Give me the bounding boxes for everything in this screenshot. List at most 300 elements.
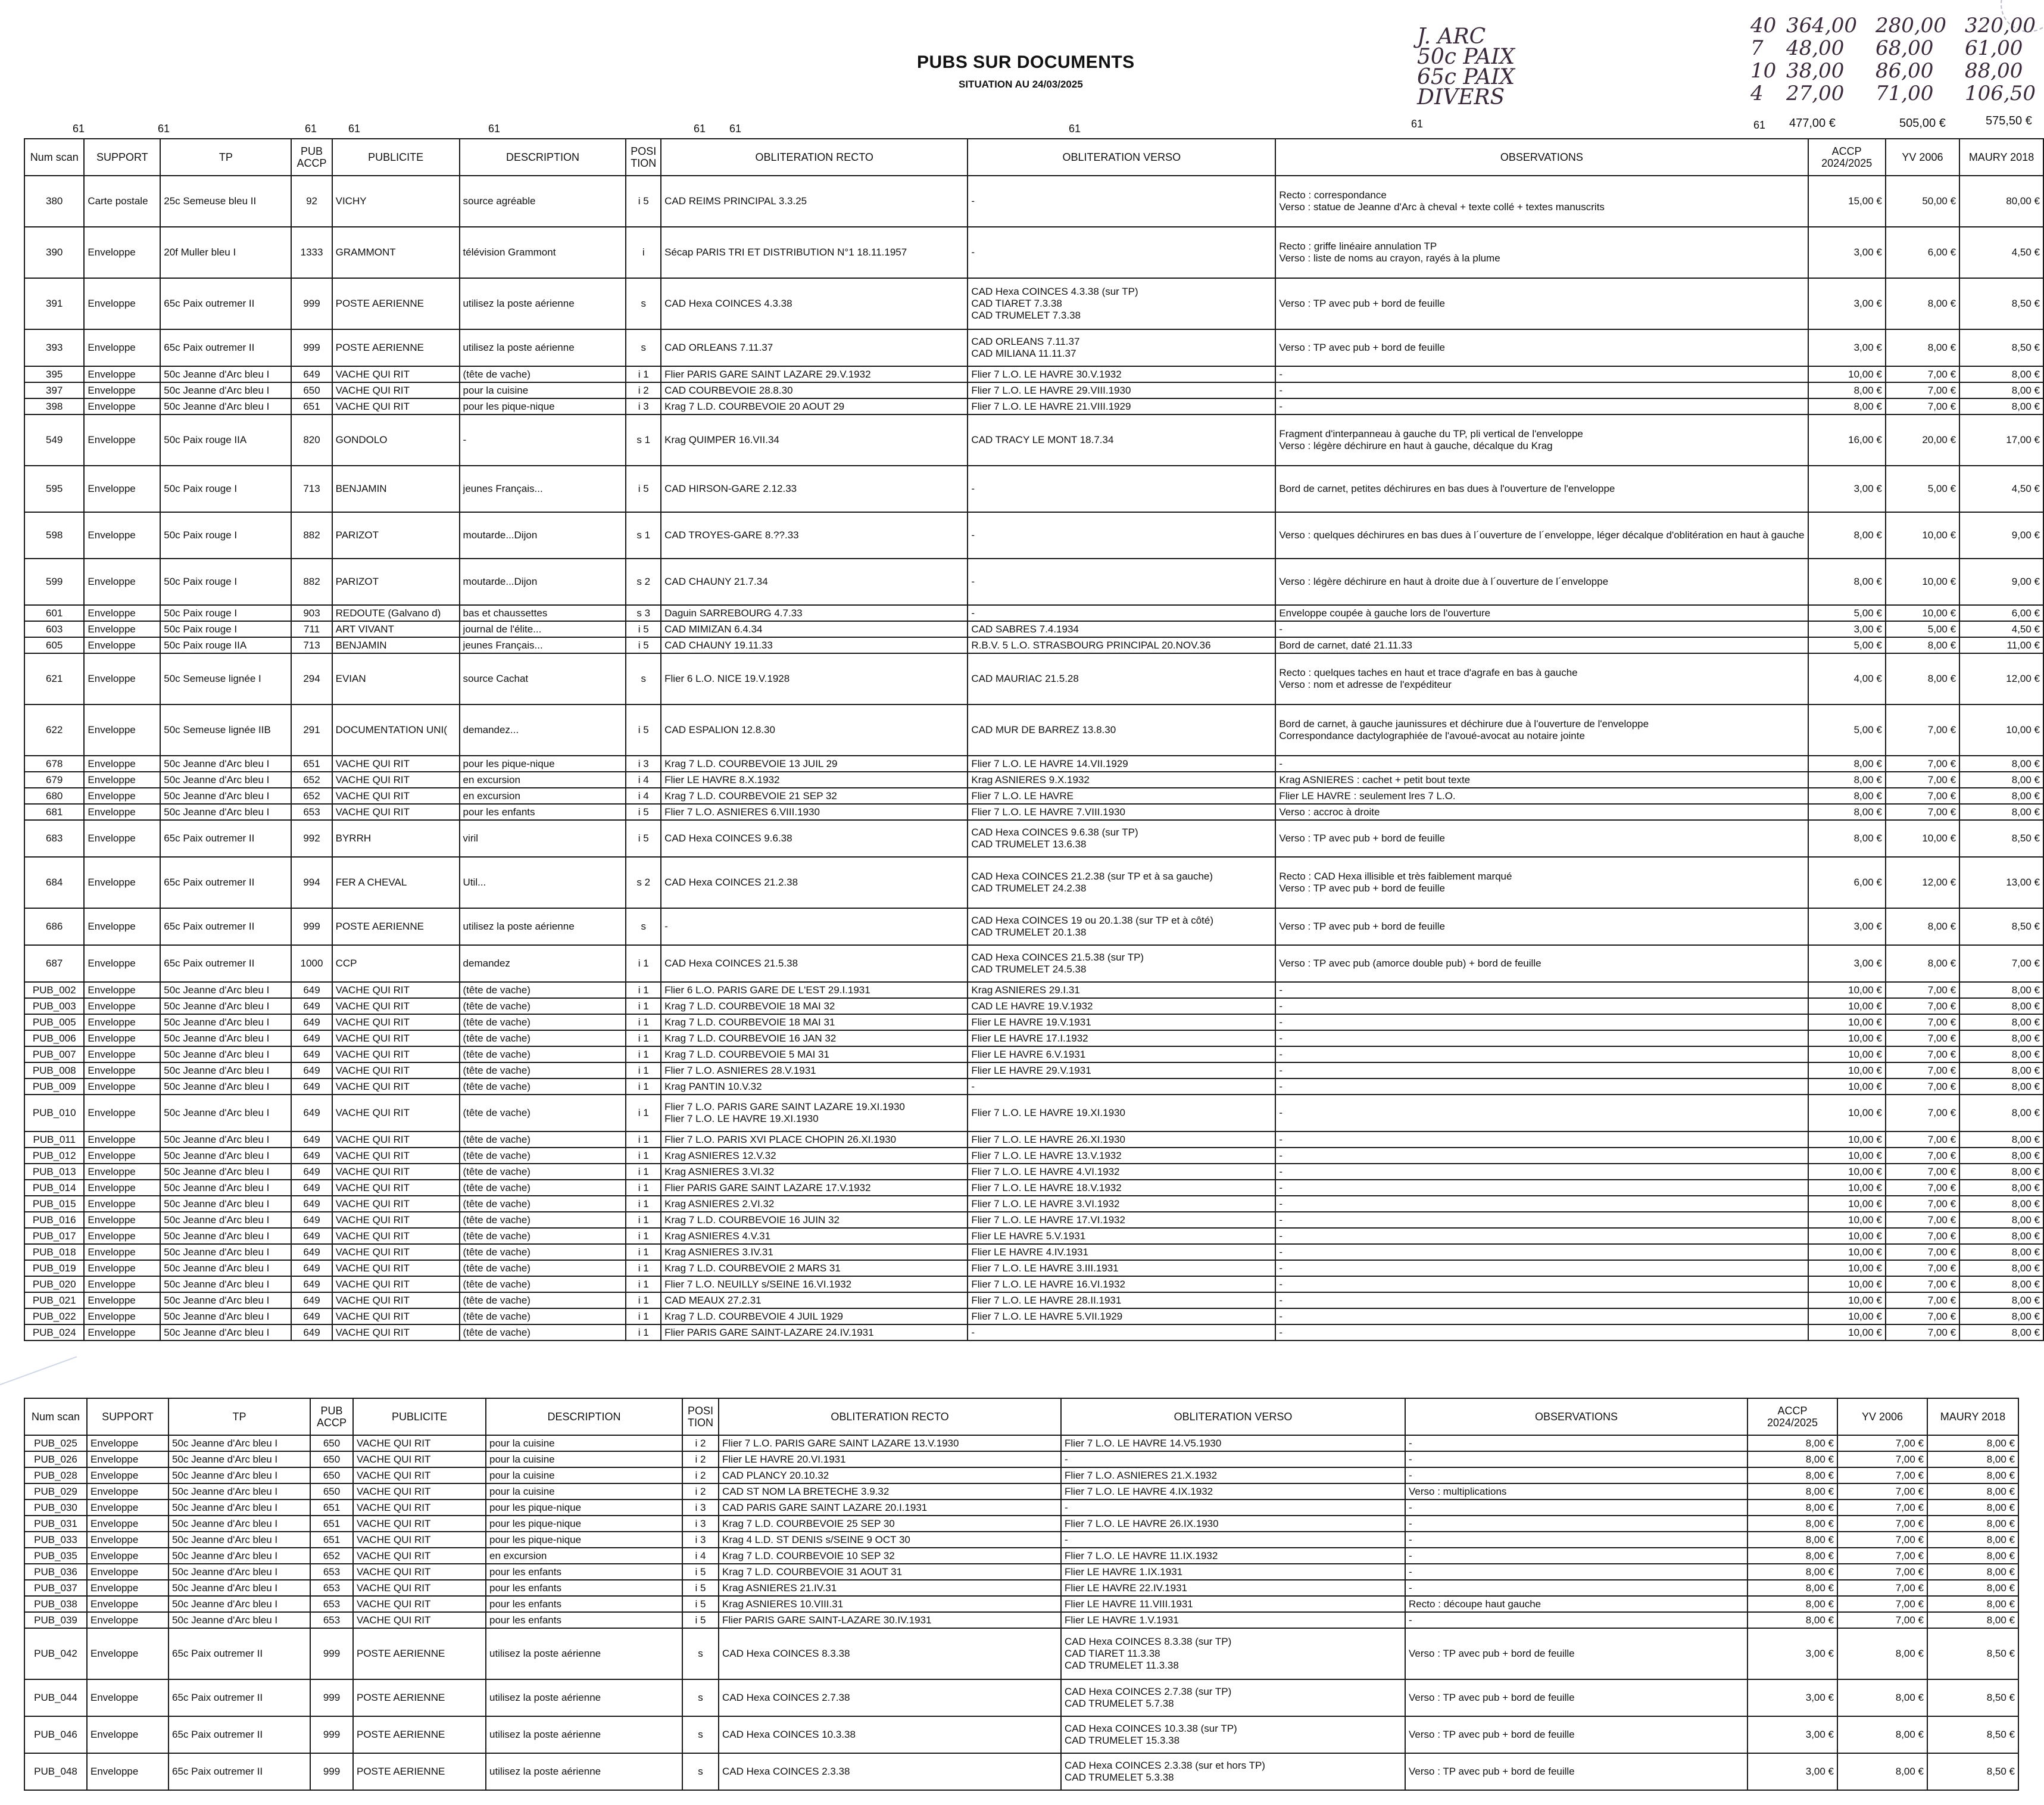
cell-obliteration-verso-line: Flier LE HAVRE 6.V.1931 (971, 1048, 1086, 1060)
cell-description: source Cachat (460, 653, 626, 704)
cell-description: (tête de vache) (460, 1324, 626, 1340)
cell-num-scan: PUB_009 (24, 1078, 84, 1095)
cell-support: Enveloppe (84, 466, 160, 512)
table-row (24, 176, 2043, 227)
cell-yv-value: 7,00 € (1837, 1451, 1927, 1467)
cell-accp-value: 3,00 € (1747, 1628, 1837, 1679)
cell-observations (1275, 1196, 1808, 1212)
cell-tp: 50c Paix rouge IIA (160, 414, 291, 466)
cell-maury-value: 8,00 € (1959, 1244, 2043, 1260)
cell-observations (1275, 772, 1808, 788)
cell-description: (tête de vache) (460, 1131, 626, 1148)
cell-description: (tête de vache) (460, 366, 626, 382)
cell-pub-accp: 999 (310, 1716, 353, 1753)
cell-tp: 50c Jeanne d'Arc bleu I (160, 1148, 291, 1164)
cell-num-scan: PUB_014 (24, 1180, 84, 1196)
cell-observations-line: - (1409, 1566, 1412, 1578)
cell-position: i 1 (626, 1164, 661, 1180)
cell-publicite: VACHE QUI RIT (332, 1260, 460, 1276)
cell-accp-value: 8,00 € (1808, 559, 1886, 605)
cell-publicite: CCP (332, 945, 460, 982)
header-obliteration-recto: OBLITERATION RECTO (661, 139, 968, 176)
cell-publicite: VACHE QUI RIT (353, 1580, 486, 1596)
cell-maury-value: 4,50 € (1959, 227, 2043, 278)
cell-description: pour la cuisine (486, 1483, 682, 1500)
cell-support: Enveloppe (84, 1131, 160, 1148)
cell-obliteration-verso (968, 398, 1275, 414)
cell-tp: 50c Jeanne d'Arc bleu I (160, 788, 291, 804)
cell-obliteration-verso (968, 704, 1275, 756)
cell-num-scan: 679 (24, 772, 84, 788)
cell-pub-accp: 994 (291, 857, 332, 908)
total-maury: 575,50 € (1986, 114, 2032, 127)
cell-obliteration-recto (661, 559, 968, 605)
cell-accp-value: 10,00 € (1808, 1046, 1886, 1062)
cell-description: pour les pique-nique (460, 756, 626, 772)
cell-tp: 50c Jeanne d'Arc bleu I (168, 1596, 310, 1612)
cell-publicite: POSTE AERIENNE (353, 1716, 486, 1753)
cell-obliteration-recto-line: CAD Hexa COINCES 21.5.38 (664, 958, 798, 969)
cell-obliteration-recto-line: Daguin SARREBOURG 4.7.33 (664, 607, 803, 619)
cell-accp-value: 3,00 € (1808, 329, 1886, 366)
cell-obliteration-recto-line: CAD ORLEANS 7.11.37 (664, 342, 773, 353)
cell-observations-line: Recto : quelques taches en haut et trace d'agrafe en bas à gauche (1279, 667, 1578, 678)
cell-observations-line: Verso : TP avec pub + bord de feuille (1279, 883, 1445, 894)
cell-accp-value: 3,00 € (1808, 945, 1886, 982)
handwritten-value: 280,00 (1876, 14, 1946, 38)
cell-publicite: VACHE QUI RIT (332, 1244, 460, 1260)
cell-support: Enveloppe (84, 1292, 160, 1308)
cell-pub-accp: 650 (310, 1451, 353, 1467)
table-row (24, 945, 2043, 982)
cell-obliteration-verso (1061, 1516, 1405, 1532)
cell-obliteration-recto-line: Flier PARIS GARE SAINT LAZARE 17.V.1932 (664, 1181, 871, 1193)
cell-obliteration-verso-line: Flier 7 L.O. LE HAVRE 29.VIII.1930 (971, 384, 1131, 396)
cell-position: i (626, 227, 661, 278)
cell-num-scan: PUB_042 (24, 1628, 87, 1679)
cell-tp: 50c Jeanne d'Arc bleu I (160, 382, 291, 398)
cell-pub-accp: 653 (310, 1564, 353, 1580)
cell-accp-value: 10,00 € (1808, 1131, 1886, 1148)
cell-obliteration-verso-line: Flier 7 L.O. LE HAVRE 28.II.1931 (971, 1294, 1122, 1306)
cell-tp: 65c Paix outremer II (160, 945, 291, 982)
cell-yv-value: 50,00 € (1886, 176, 1959, 227)
cell-pub-accp: 651 (310, 1532, 353, 1548)
cell-description: (tête de vache) (460, 1148, 626, 1164)
cell-maury-value: 8,00 € (1959, 1062, 2043, 1078)
cell-tp: 50c Jeanne d'Arc bleu I (160, 1260, 291, 1276)
cell-observations-line: - (1279, 1326, 1282, 1338)
cell-support: Enveloppe (87, 1580, 168, 1596)
cell-description: (tête de vache) (460, 1276, 626, 1292)
cell-obliteration-verso-line: CAD LE HAVRE 19.V.1932 (971, 1000, 1093, 1012)
cell-obliteration-recto-line: Flier LE HAVRE 8.X.1932 (664, 774, 780, 785)
cell-observations (1405, 1753, 1747, 1790)
cell-obliteration-verso-line: Flier 7 L.O. LE HAVRE 14.V5.1930 (1065, 1437, 1222, 1449)
cell-observations (1275, 1030, 1808, 1046)
header-pub-accp (310, 1398, 353, 1435)
cell-position: i 5 (682, 1612, 719, 1628)
cell-observations (1405, 1451, 1747, 1467)
cell-obliteration-recto-line: CAD CHAUNY 19.11.33 (664, 639, 773, 651)
cell-accp-value: 8,00 € (1808, 512, 1886, 559)
cell-obliteration-verso (968, 1164, 1275, 1180)
cell-num-scan: PUB_005 (24, 1014, 84, 1030)
cell-num-scan: PUB_046 (24, 1716, 87, 1753)
cell-obliteration-verso-line: Flier 7 L.O. LE HAVRE 11.IX.1932 (1065, 1550, 1218, 1561)
cell-pub-accp: 992 (291, 820, 332, 857)
cell-obliteration-recto-line: CAD REIMS PRINCIPAL 3.3.25 (664, 195, 807, 207)
cell-pub-accp: 649 (291, 1308, 332, 1324)
cell-support: Enveloppe (84, 1046, 160, 1062)
count-num-scan: 61 (73, 123, 85, 135)
header-accp-line2: 2024/2025 (1821, 157, 1873, 169)
handwritten-value: 88,00 (1965, 59, 2023, 83)
table-row (24, 382, 2043, 398)
cell-support: Enveloppe (84, 1324, 160, 1340)
table-row (24, 1483, 2018, 1500)
cell-obliteration-verso (1061, 1467, 1405, 1483)
cell-obliteration-recto-line: Flier 7 L.O. NEUILLY s/SEINE 16.VI.1932 (664, 1278, 852, 1290)
cell-description: (tête de vache) (460, 1260, 626, 1276)
cell-obliteration-verso (968, 559, 1275, 605)
cell-obliteration-verso (968, 1308, 1275, 1324)
cell-accp-value: 10,00 € (1808, 1308, 1886, 1324)
cell-description: (tête de vache) (460, 1164, 626, 1180)
cell-tp: 50c Jeanne d'Arc bleu I (160, 1046, 291, 1062)
cell-obliteration-recto (661, 176, 968, 227)
cell-description: (tête de vache) (460, 998, 626, 1014)
cell-num-scan: PUB_038 (24, 1596, 87, 1612)
table-row (24, 559, 2043, 605)
cell-observations (1405, 1596, 1747, 1612)
header-pub-accp (291, 139, 332, 176)
cell-publicite: EVIAN (332, 653, 460, 704)
table-row (24, 1260, 2043, 1276)
cell-obliteration-recto-line: CAD ST NOM LA BRETECHE 3.9.32 (722, 1485, 890, 1497)
cell-accp-value: 10,00 € (1808, 1078, 1886, 1095)
cell-support: Carte postale (84, 176, 160, 227)
cell-obliteration-verso (968, 982, 1275, 998)
table-row (24, 1212, 2043, 1228)
table-row (24, 1324, 2043, 1340)
cell-yv-value: 7,00 € (1886, 1260, 1959, 1276)
cell-accp-value: 8,00 € (1808, 788, 1886, 804)
cell-pub-accp: 713 (291, 466, 332, 512)
cell-obliteration-recto (661, 804, 968, 820)
cell-observations-line: - (1279, 1080, 1282, 1092)
cell-yv-value: 5,00 € (1886, 466, 1959, 512)
cell-num-scan: PUB_037 (24, 1580, 87, 1596)
cell-yv-value: 7,00 € (1837, 1564, 1927, 1580)
cell-observations-line: Verso : TP avec pub + bord de feuille (1409, 1648, 1575, 1659)
header-tp: TP (160, 139, 291, 176)
cell-obliteration-recto-line: CAD Hexa COINCES 10.3.38 (722, 1729, 856, 1740)
cell-maury-value: 8,00 € (1959, 1164, 2043, 1180)
cell-maury-value: 8,00 € (1959, 1324, 2043, 1340)
cell-obliteration-verso-line: - (971, 483, 975, 494)
cell-obliteration-verso (968, 908, 1275, 945)
cell-obliteration-recto (661, 653, 968, 704)
cell-obliteration-recto-line: Krag ASNIERES 12.V.32 (664, 1149, 776, 1161)
cell-observations-line: Bord de carnet, à gauche jaunissures et déchirure due à l'ouverture de l'enveloppe (1279, 718, 1649, 730)
cell-description: pour les enfants (486, 1612, 682, 1628)
cell-obliteration-verso-line: Krag ASNIERES 9.X.1932 (971, 774, 1090, 785)
cell-obliteration-verso-line: Flier LE HAVRE 22.IV.1931 (1065, 1582, 1188, 1594)
cell-position: i 2 (682, 1467, 719, 1483)
cell-tp: 50c Jeanne d'Arc bleu I (160, 1212, 291, 1228)
cell-position: s (626, 908, 661, 945)
cell-obliteration-verso-line: - (971, 607, 975, 619)
cell-obliteration-recto (661, 1014, 968, 1030)
cell-obliteration-verso-line: - (1065, 1501, 1068, 1513)
cell-obliteration-recto-line: - (664, 921, 668, 932)
cell-obliteration-verso (1061, 1612, 1405, 1628)
cell-obliteration-verso-line: Flier 7 L.O. LE HAVRE 21.VIII.1929 (971, 400, 1131, 412)
cell-yv-value: 7,00 € (1886, 1308, 1959, 1324)
cell-tp: 65c Paix outremer II (168, 1716, 310, 1753)
cell-support: Enveloppe (87, 1628, 168, 1679)
cell-obliteration-recto (661, 605, 968, 621)
cell-obliteration-verso-line: Flier 7 L.O. LE HAVRE 4.VI.1932 (971, 1165, 1120, 1177)
cell-observations (1275, 998, 1808, 1014)
cell-obliteration-recto-line: Krag PANTIN 10.V.32 (664, 1080, 762, 1092)
cell-publicite: VACHE QUI RIT (332, 1212, 460, 1228)
cell-num-scan: PUB_011 (24, 1131, 84, 1148)
cell-publicite: BENJAMIN (332, 637, 460, 653)
cell-obliteration-recto (719, 1532, 1061, 1548)
handwritten-value: 320,00 (1965, 14, 2036, 38)
cell-obliteration-verso-line: - (971, 529, 975, 541)
cell-obliteration-verso (968, 1324, 1275, 1340)
cell-yv-value: 5,00 € (1886, 621, 1959, 637)
cell-position: i 1 (626, 1062, 661, 1078)
cell-pub-accp: 999 (310, 1753, 353, 1790)
cell-observations (1275, 788, 1808, 804)
cell-accp-value: 3,00 € (1808, 466, 1886, 512)
cell-yv-value: 7,00 € (1837, 1516, 1927, 1532)
cell-tp: 50c Paix rouge I (160, 512, 291, 559)
cell-publicite: VACHE QUI RIT (332, 1276, 460, 1292)
cell-maury-value: 8,00 € (1959, 1276, 2043, 1292)
cell-obliteration-verso (968, 756, 1275, 772)
cell-accp-value: 10,00 € (1808, 366, 1886, 382)
cell-observations-line: - (1279, 1230, 1282, 1242)
cell-position: s (626, 278, 661, 329)
cell-obliteration-recto (661, 772, 968, 788)
cell-observations-line: Verso : accroc à droite (1279, 806, 1380, 818)
cell-position: s (682, 1628, 719, 1679)
cell-obliteration-recto (661, 1164, 968, 1180)
header-pub-accp-line1: PUB (301, 145, 323, 157)
cell-observations (1275, 1180, 1808, 1196)
cell-tp: 50c Jeanne d'Arc bleu I (160, 1292, 291, 1308)
cell-obliteration-verso (968, 1078, 1275, 1095)
cell-description: en excursion (460, 788, 626, 804)
cell-obliteration-verso (1061, 1500, 1405, 1516)
cell-maury-value: 7,00 € (1959, 945, 2043, 982)
cell-pub-accp: 649 (291, 1062, 332, 1078)
cell-num-scan: 687 (24, 945, 84, 982)
header-obliteration-verso: OBLITERATION VERSO (968, 139, 1275, 176)
cell-obliteration-verso (968, 621, 1275, 637)
cell-observations-line: Verso : légère déchirure en haut à droite due à l´ouverture de l´enveloppe (1279, 576, 1609, 587)
cell-support: Enveloppe (84, 637, 160, 653)
cell-accp-value: 5,00 € (1808, 605, 1886, 621)
cell-maury-value: 8,50 € (1927, 1753, 2018, 1790)
cell-observations-line: - (1409, 1453, 1412, 1465)
cell-position: i 2 (682, 1435, 719, 1451)
cell-support: Enveloppe (84, 908, 160, 945)
cell-support: Enveloppe (84, 1276, 160, 1292)
table-row (24, 1500, 2018, 1516)
cell-pub-accp: 650 (310, 1467, 353, 1483)
cell-maury-value: 8,00 € (1927, 1564, 2018, 1580)
cell-yv-value: 7,00 € (1886, 1030, 1959, 1046)
cell-obliteration-verso (1061, 1596, 1405, 1612)
cell-observations-line: Krag ASNIERES : cachet + petit bout texte (1279, 774, 1471, 785)
cell-pub-accp: 649 (291, 1324, 332, 1340)
cell-description: bas et chaussettes (460, 605, 626, 621)
cell-obliteration-recto-line: CAD PLANCY 20.10.32 (722, 1469, 829, 1481)
cell-description: pour les pique-nique (460, 398, 626, 414)
cell-maury-value: 80,00 € (1959, 176, 2043, 227)
cell-obliteration-recto (661, 1095, 968, 1131)
cell-accp-value: 5,00 € (1808, 637, 1886, 653)
cell-obliteration-recto (719, 1612, 1061, 1628)
cell-pub-accp: 649 (291, 366, 332, 382)
cell-support: Enveloppe (84, 559, 160, 605)
total-accp: 477,00 € (1789, 117, 1836, 130)
cell-observations-line: - (1409, 1582, 1412, 1594)
cell-support: Enveloppe (84, 1212, 160, 1228)
header-pub-accp-line2: ACCP (316, 1417, 347, 1429)
cell-position: i 3 (682, 1532, 719, 1548)
cell-pub-accp: 649 (291, 1078, 332, 1095)
cell-maury-value: 8,00 € (1927, 1532, 2018, 1548)
cell-obliteration-verso-line: Flier LE HAVRE 1.V.1931 (1065, 1614, 1179, 1626)
cell-position: i 2 (626, 382, 661, 398)
cell-support: Enveloppe (84, 788, 160, 804)
cell-obliteration-verso (968, 605, 1275, 621)
cell-support: Enveloppe (87, 1516, 168, 1532)
cell-observations (1275, 414, 1808, 466)
cell-observations (1275, 329, 1808, 366)
cell-obliteration-recto (661, 366, 968, 382)
cell-pub-accp: 649 (291, 1148, 332, 1164)
cell-obliteration-verso-line: Flier LE HAVRE 1.IX.1931 (1065, 1566, 1183, 1578)
cell-observations-line: Recto : correspondance (1279, 189, 1387, 201)
cell-position: i 1 (626, 1078, 661, 1095)
table-row (24, 1164, 2043, 1180)
cell-num-scan: PUB_020 (24, 1276, 84, 1292)
header-publicite: PUBLICITE (332, 139, 460, 176)
cell-obliteration-recto (661, 1196, 968, 1212)
handwritten-label: DIVERS (1417, 85, 1505, 110)
cell-publicite: BYRRH (332, 820, 460, 857)
cell-obliteration-verso-line: - (971, 247, 975, 258)
cell-num-scan: PUB_002 (24, 982, 84, 998)
cell-description: pour les enfants (460, 804, 626, 820)
cell-yv-value: 7,00 € (1886, 756, 1959, 772)
cell-description: (tête de vache) (460, 1062, 626, 1078)
cell-position: i 1 (626, 1244, 661, 1260)
cell-yv-value: 8,00 € (1837, 1679, 1927, 1716)
cell-position: i 1 (626, 1148, 661, 1164)
cell-obliteration-recto-line: Krag ASNIERES 21.IV.31 (722, 1582, 837, 1594)
cell-description: (tête de vache) (460, 1046, 626, 1062)
cell-maury-value: 8,00 € (1927, 1548, 2018, 1564)
cell-support: Enveloppe (84, 704, 160, 756)
cell-observations-line: - (1279, 1310, 1282, 1322)
cell-obliteration-verso (968, 637, 1275, 653)
cell-pub-accp: 92 (291, 176, 332, 227)
cell-obliteration-verso (968, 227, 1275, 278)
cell-description: (tête de vache) (460, 1212, 626, 1228)
cell-support: Enveloppe (87, 1716, 168, 1753)
cell-publicite: VACHE QUI RIT (332, 366, 460, 382)
table-row (24, 1276, 2043, 1292)
cell-num-scan: PUB_018 (24, 1244, 84, 1260)
cell-obliteration-recto-line: CAD MIMIZAN 6.4.34 (664, 623, 763, 635)
cell-obliteration-recto (719, 1753, 1061, 1790)
cell-observations (1405, 1679, 1747, 1716)
cell-publicite: VACHE QUI RIT (332, 398, 460, 414)
cell-support: Enveloppe (84, 227, 160, 278)
cell-tp: 50c Jeanne d'Arc bleu I (160, 1180, 291, 1196)
table-row (24, 621, 2043, 637)
cell-obliteration-verso (968, 1046, 1275, 1062)
cell-tp: 65c Paix outremer II (160, 820, 291, 857)
cell-description: pour les enfants (486, 1564, 682, 1580)
cell-publicite: VACHE QUI RIT (332, 1164, 460, 1180)
cell-observations-line: - (1279, 1107, 1282, 1118)
cell-observations-line: Verso : TP avec pub + bord de feuille (1279, 833, 1445, 844)
cell-observations (1275, 1244, 1808, 1260)
table-row (24, 1244, 2043, 1260)
cell-pub-accp: 649 (291, 1180, 332, 1196)
cell-yv-value: 7,00 € (1886, 772, 1959, 788)
cell-observations (1405, 1500, 1747, 1516)
cell-num-scan: PUB_029 (24, 1483, 87, 1500)
cell-description: (tête de vache) (460, 1228, 626, 1244)
cell-observations (1405, 1516, 1747, 1532)
cell-obliteration-recto-line: Flier PARIS GARE SAINT LAZARE 29.V.1932 (664, 368, 871, 380)
cell-publicite: VACHE QUI RIT (332, 1308, 460, 1324)
cell-obliteration-verso-line: Flier 7 L.O. LE HAVRE (971, 790, 1074, 802)
cell-obliteration-recto (719, 1467, 1061, 1483)
cell-tp: 50c Jeanne d'Arc bleu I (160, 1014, 291, 1030)
table-row (24, 398, 2043, 414)
cell-num-scan: 683 (24, 820, 84, 857)
cell-pub-accp: 999 (310, 1628, 353, 1679)
cell-yv-value: 7,00 € (1886, 1180, 1959, 1196)
cell-obliteration-verso-line: CAD MILIANA 11.11.37 (971, 348, 1076, 359)
cell-position: s 1 (626, 512, 661, 559)
cell-accp-value: 10,00 € (1808, 982, 1886, 998)
cell-obliteration-verso (968, 998, 1275, 1014)
cell-obliteration-verso-line: - (971, 1326, 975, 1338)
cell-pub-accp: 651 (310, 1516, 353, 1532)
cell-obliteration-recto (719, 1580, 1061, 1596)
cell-yv-value: 7,00 € (1886, 366, 1959, 382)
cell-observations (1275, 1228, 1808, 1244)
cell-maury-value: 8,00 € (1927, 1467, 2018, 1483)
cell-obliteration-verso (968, 1062, 1275, 1078)
cell-yv-value: 8,00 € (1886, 945, 1959, 982)
cell-observations-line: - (1409, 1550, 1412, 1561)
header-publicite: PUBLICITE (353, 1398, 486, 1435)
